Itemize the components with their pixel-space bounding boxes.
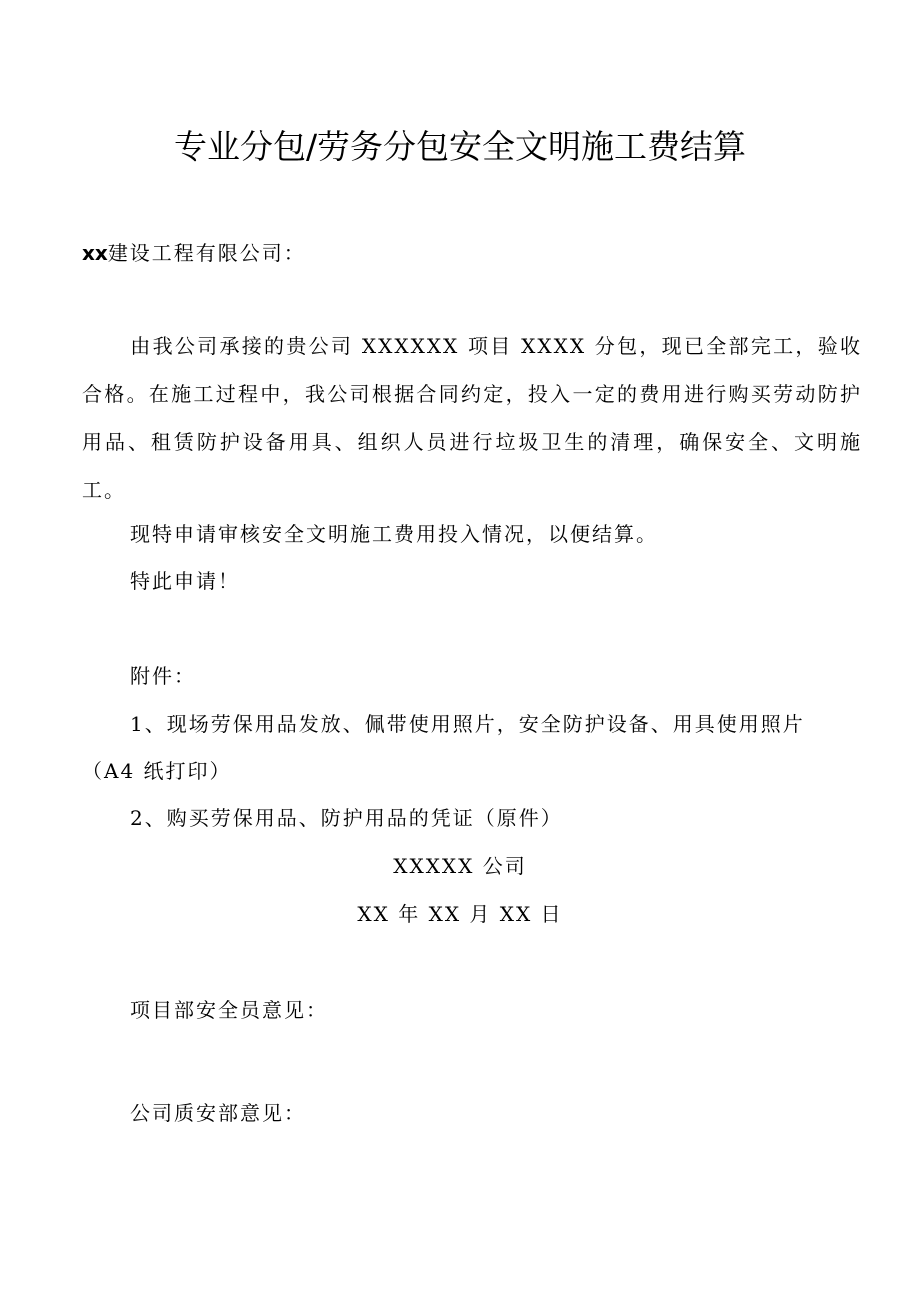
addressee-name: 建设工程有限公司：: [107, 241, 306, 265]
attachment-item-2: 2、购买劳保用品、防护用品的凭证（原件）: [130, 806, 563, 830]
signature-company: XXXXX 公司: [393, 854, 527, 878]
addressee: [82, 240, 306, 266]
attachment-item-1-continued: （A4 纸打印）: [82, 759, 232, 783]
safety-officer-opinion-label: 项目部安全员意见：: [130, 998, 328, 1022]
body-paragraph-block: [82, 322, 862, 514]
attachment-item-1: 1、现场劳保用品发放、佩带使用照片，安全防护设备、用具使用照片: [130, 712, 805, 736]
document-title: 专业分包/劳务分包安全文明施工费结算: [173, 127, 747, 166]
addressee-prefix: xx: [82, 241, 108, 265]
quality-dept-opinion-label: 公司质安部意见：: [130, 1101, 306, 1125]
closing-line: 特此申请！: [130, 569, 240, 593]
attachments-label: 附件：: [130, 664, 196, 688]
body-paragraph: 由我公司承接的贵公司 XXXXXX 项目 XXXX 分包，现已全部完工，验收合格。在施工过程中，我公司根据合同约定，投入一定的费用进行购买劳动防护用品、租赁防护设备用具、组织人员进行垃圾卫生的清理，确保安全、文明施工。: [82, 334, 862, 502]
signature-date: XX 年 XX 月 XX 日: [357, 902, 563, 926]
request-line: 现特申请审核安全文明施工费用投入情况，以便结算。: [130, 522, 658, 546]
